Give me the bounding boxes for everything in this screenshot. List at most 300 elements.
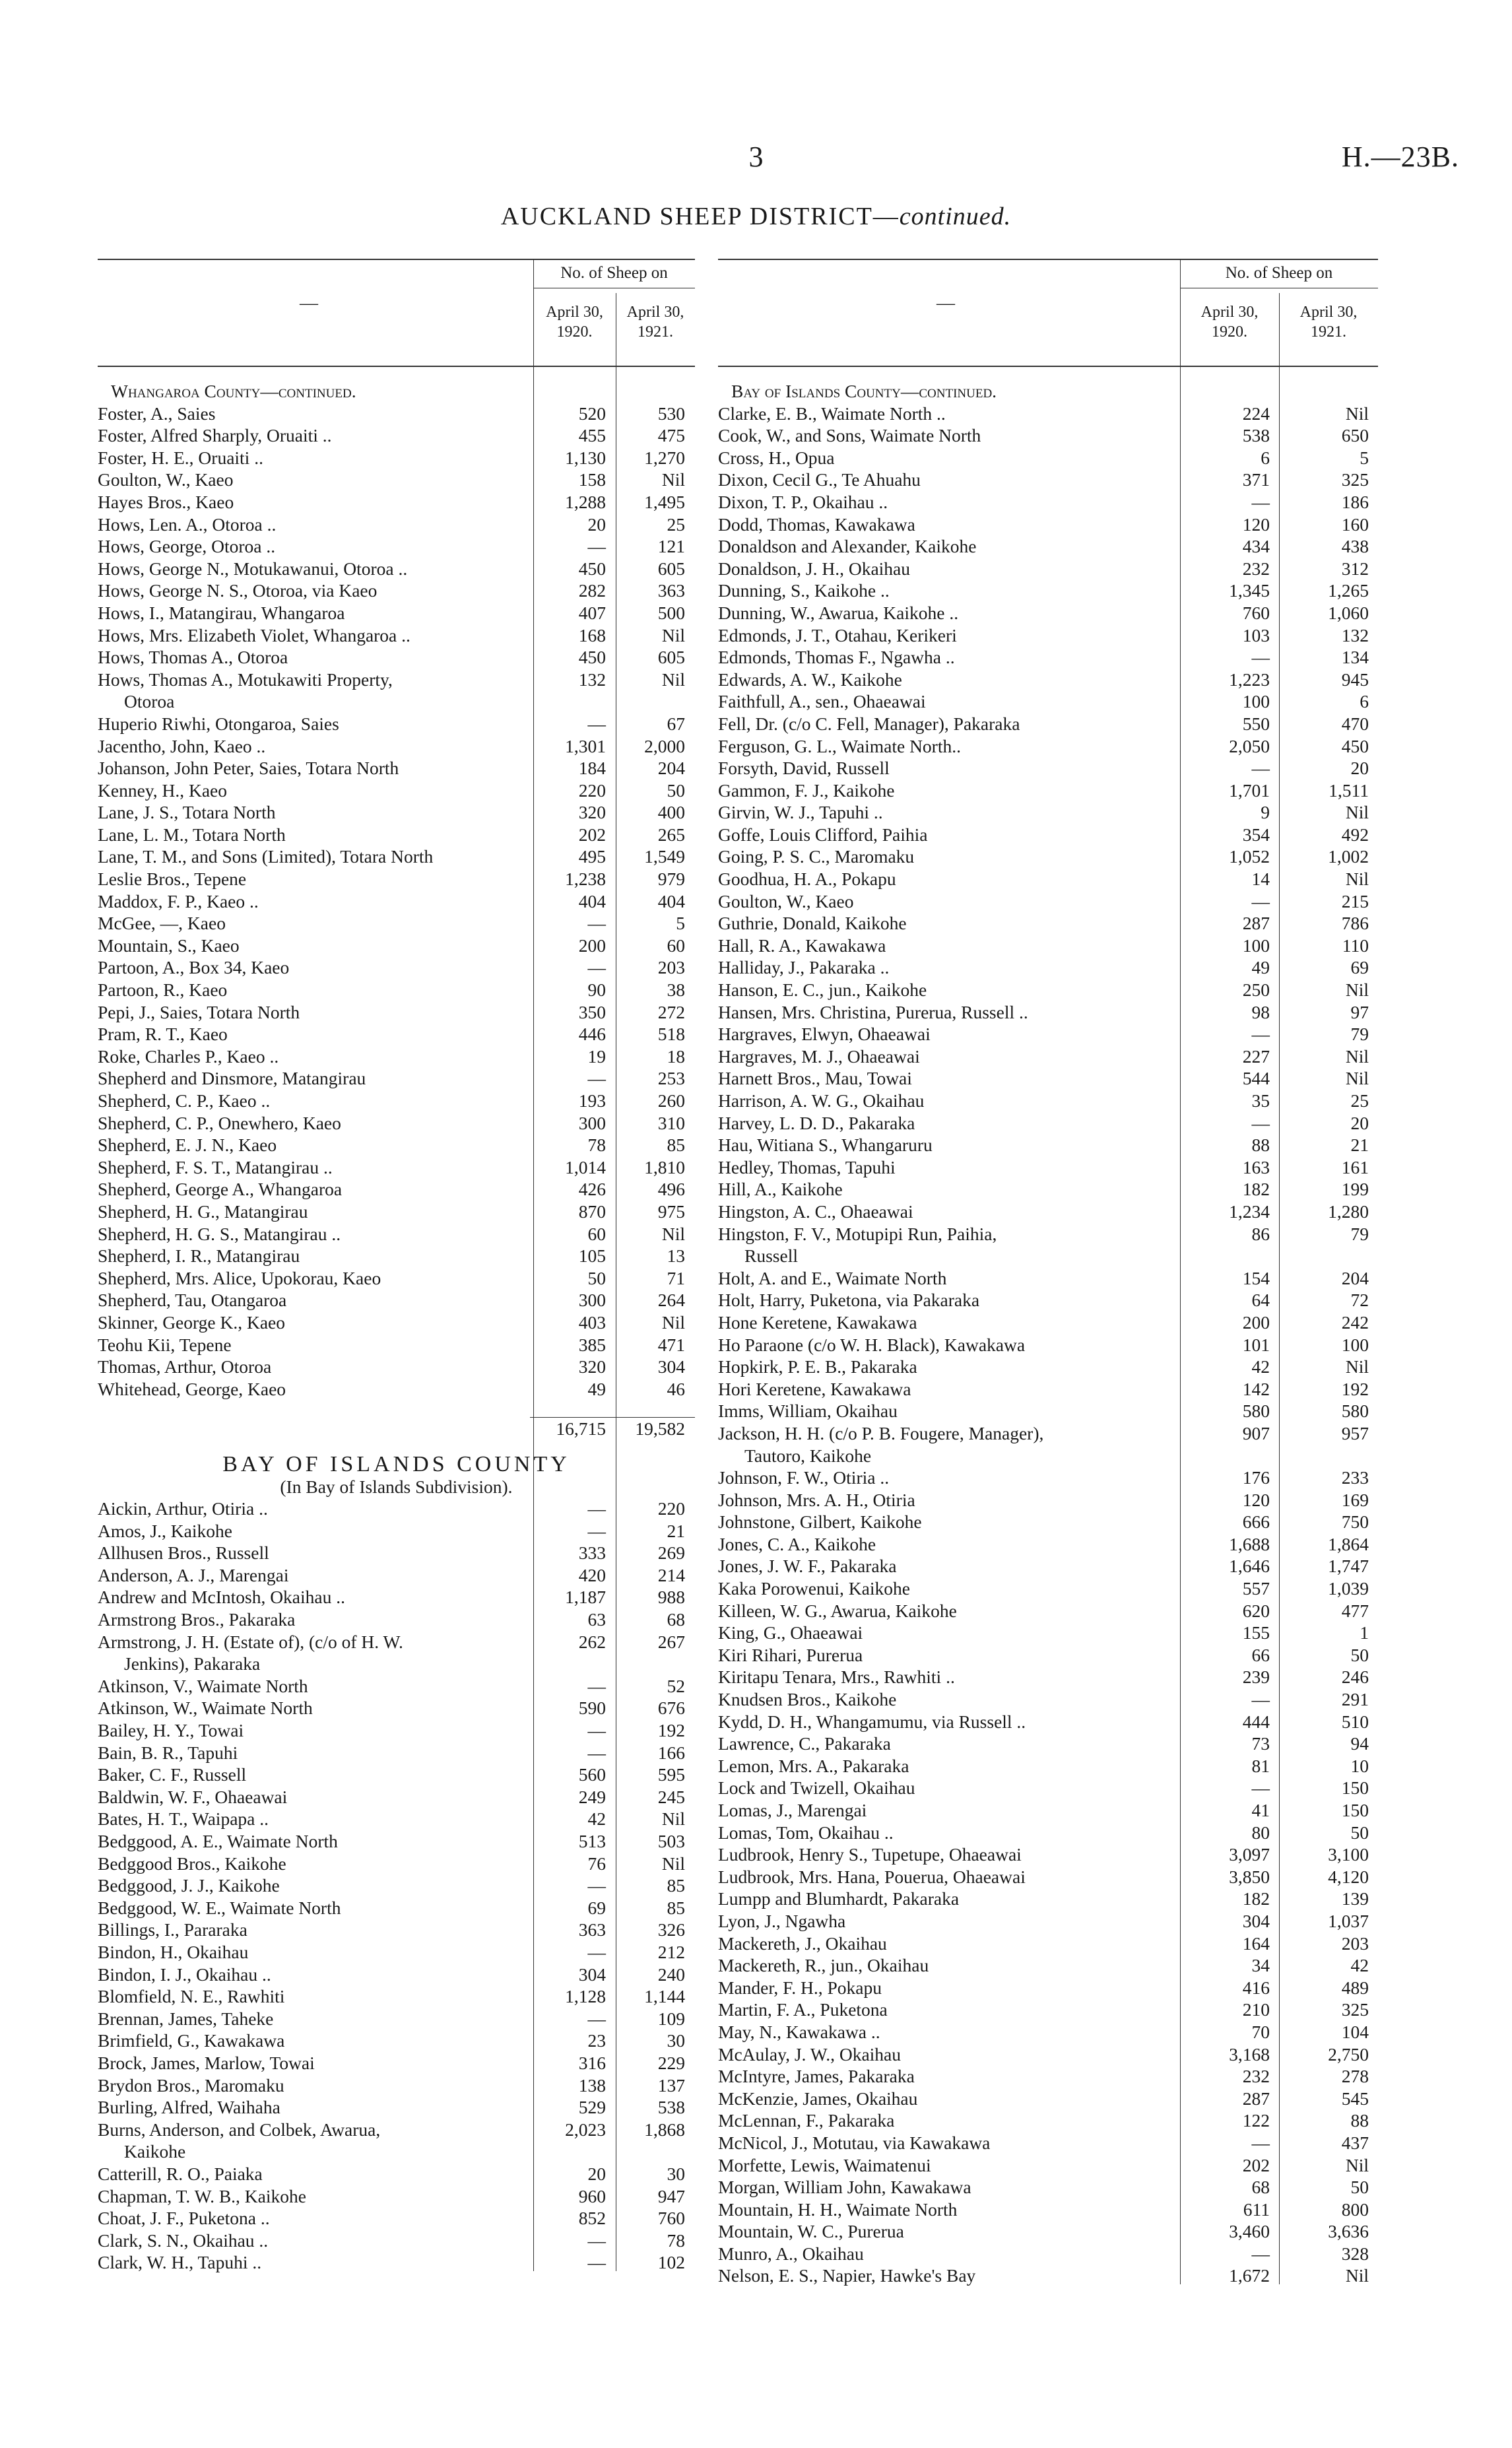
value-1920: 66 bbox=[1251, 1644, 1270, 1665]
value-1920: 132 bbox=[578, 669, 606, 690]
table-row bbox=[98, 1874, 695, 1897]
table-row bbox=[98, 2052, 695, 2074]
row-name: Blomfield, N. E., Rawhiti bbox=[98, 1986, 285, 2007]
table-row bbox=[98, 2030, 695, 2052]
row-name: Goulton, W., Kaeo bbox=[718, 890, 854, 911]
value-1921: 291 bbox=[1341, 1689, 1369, 1710]
row-name: Bindon, H., Okaihau bbox=[98, 1941, 249, 1962]
value-1920: 120 bbox=[1242, 513, 1270, 535]
row-name: Bedggood, A. E., Waimate North bbox=[98, 1831, 338, 1851]
value-1921: 50 bbox=[1350, 1644, 1369, 1665]
value-1920: 20 bbox=[587, 513, 606, 535]
table-row bbox=[98, 1156, 695, 1179]
row-name: Burling, Alfred, Waihaha bbox=[98, 2097, 280, 2118]
value-1921: Nil bbox=[661, 1853, 685, 1874]
value-1921: 1,265 bbox=[1328, 580, 1369, 601]
value-1921: 245 bbox=[657, 1786, 685, 1807]
value-1921: 580 bbox=[1341, 1401, 1369, 1422]
value-1921: 85 bbox=[667, 1135, 685, 1156]
row-name: Johnson, Mrs. A. H., Otiria bbox=[718, 1489, 915, 1510]
table-row bbox=[98, 1223, 695, 1245]
value-1921: 2,750 bbox=[1328, 2043, 1369, 2065]
value-1920: 529 bbox=[578, 2097, 606, 2118]
table-row bbox=[98, 824, 695, 846]
table-row bbox=[98, 1520, 695, 1542]
value-1921: 1,144 bbox=[644, 1986, 685, 2007]
value-1920: 371 bbox=[1242, 469, 1270, 490]
county-heading bbox=[98, 1453, 695, 1476]
value-1920: 220 bbox=[578, 779, 606, 801]
value-1921: 46 bbox=[667, 1378, 685, 1399]
row-name: Dixon, T. P., Okaihau .. bbox=[718, 491, 888, 512]
value-1921: 278 bbox=[1341, 2066, 1369, 2087]
value-1920: 20 bbox=[587, 2163, 606, 2184]
row-name: Lock and Twizell, Okaihau bbox=[718, 1777, 915, 1799]
row-name: Hori Keretene, Kawakawa bbox=[718, 1378, 911, 1399]
value-1921: 68 bbox=[667, 1609, 685, 1630]
row-name: Faithfull, A., sen., Ohaeawai bbox=[718, 691, 926, 712]
row-name: Kenney, H., Kaeo bbox=[98, 779, 227, 801]
header-year-1920: April 30, 1920. bbox=[546, 304, 603, 341]
table-row bbox=[98, 2185, 695, 2208]
row-name: Bay of Islands County—continued. bbox=[731, 381, 997, 401]
row-name: Kydd, D. H., Whangamumu, via Russell .. bbox=[718, 1711, 1026, 1732]
value-1920: 78 bbox=[587, 1135, 606, 1156]
value-1920: 49 bbox=[1251, 957, 1270, 978]
row-name: Whangaroa County—continued. bbox=[111, 381, 356, 401]
row-name: Ludbrook, Henry S., Tupetupe, Ohaeawai bbox=[718, 1844, 1022, 1865]
value-1920: 420 bbox=[578, 1564, 606, 1585]
value-1921: 71 bbox=[667, 1267, 685, 1288]
value-1920: 105 bbox=[578, 1245, 606, 1267]
row-name: Shepherd, F. S. T., Matangirau .. bbox=[98, 1156, 333, 1177]
table-row bbox=[98, 979, 695, 1001]
table-row bbox=[98, 1267, 695, 1290]
row-name: Bedggood, W. E., Waimate North bbox=[98, 1897, 341, 1918]
value-1921: 545 bbox=[1341, 2088, 1369, 2109]
row-name: Atkinson, W., Waimate North bbox=[98, 1698, 313, 1719]
row-name: Hingston, F. V., Motupipi Run, Paihia, bbox=[718, 1223, 997, 1244]
row-name: Brennan, James, Taheke bbox=[98, 2008, 274, 2029]
row-name: Lawrence, C., Pakaraka bbox=[718, 1733, 891, 1754]
table-row bbox=[98, 868, 695, 890]
row-name: McNicol, J., Motutau, via Kawakawa bbox=[718, 2132, 991, 2153]
row-name: Billings, I., Pararaka bbox=[98, 1919, 247, 1940]
table-row bbox=[98, 1564, 695, 1587]
value-1921: 470 bbox=[1341, 713, 1369, 734]
value-1921: 595 bbox=[657, 1764, 685, 1785]
value-1920: 163 bbox=[1242, 1156, 1270, 1177]
value-1920: 544 bbox=[1242, 1068, 1270, 1089]
value-1920: 63 bbox=[587, 1609, 606, 1630]
value-1921: 760 bbox=[657, 2208, 685, 2229]
value-1921: 50 bbox=[1350, 2177, 1369, 2198]
row-name: Thomas, Arthur, Otoroa bbox=[98, 1356, 272, 1377]
value-1920: 304 bbox=[1242, 1910, 1270, 1931]
left-column bbox=[98, 259, 695, 2274]
row-name: Girvin, W. J., Tapuhi .. bbox=[718, 802, 883, 823]
value-1921: 134 bbox=[1341, 647, 1369, 668]
row-name: Shepherd, H. G., Matangirau bbox=[98, 1201, 308, 1222]
table-row bbox=[98, 2119, 695, 2141]
table-row bbox=[98, 403, 695, 425]
value-1920: — bbox=[587, 2008, 606, 2029]
row-name: Andrew and McIntosh, Okaihau .. bbox=[98, 1587, 345, 1608]
row-name: Cross, H., Opua bbox=[718, 447, 835, 468]
value-1920: 42 bbox=[1251, 1356, 1270, 1377]
value-1921: 5 bbox=[676, 913, 685, 934]
row-name: Roke, Charles P., Kaeo .. bbox=[98, 1045, 279, 1067]
value-1920: 304 bbox=[578, 1964, 606, 1985]
row-name: Dodd, Thomas, Kawakawa bbox=[718, 513, 915, 535]
value-1921: 1,549 bbox=[644, 846, 685, 867]
value-1921: 161 bbox=[1341, 1156, 1369, 1177]
row-name: Clark, W. H., Tapuhi .. bbox=[98, 2252, 262, 2273]
table-row bbox=[98, 890, 695, 913]
value-1920: 182 bbox=[1242, 1888, 1270, 1909]
value-1921: 100 bbox=[1341, 1334, 1369, 1355]
value-1921: 110 bbox=[1342, 935, 1369, 956]
value-1920: 182 bbox=[1242, 1179, 1270, 1200]
row-name: Teohu Kii, Tepene bbox=[98, 1334, 232, 1355]
value-1921: 72 bbox=[1350, 1290, 1369, 1311]
value-1921: 52 bbox=[667, 1675, 685, 1696]
page-number: 3 bbox=[748, 141, 764, 173]
value-1921: 246 bbox=[1341, 1667, 1369, 1688]
row-name: Skinner, George K., Kaeo bbox=[98, 1311, 286, 1333]
value-1920: 227 bbox=[1242, 1045, 1270, 1067]
value-1921: 233 bbox=[1341, 1467, 1369, 1488]
row-name: Jones, C. A., Kaikohe bbox=[718, 1533, 876, 1554]
value-1921: 265 bbox=[657, 824, 685, 845]
row-name: Bedggood Bros., Kaikohe bbox=[98, 1853, 286, 1874]
value-1920: 155 bbox=[1242, 1622, 1270, 1643]
row-name: Pepi, J., Saies, Totara North bbox=[98, 1001, 300, 1022]
value-1921: 19,582 bbox=[635, 1418, 685, 1439]
row-name: Hargraves, M. J., Ohaeawai bbox=[718, 1045, 920, 1067]
row-name: Huperio Riwhi, Otongaroa, Saies bbox=[98, 713, 339, 734]
row-name: Edmonds, J. T., Otahau, Kerikeri bbox=[718, 624, 957, 645]
value-1920: 434 bbox=[1242, 536, 1270, 557]
value-1921: 132 bbox=[1341, 624, 1369, 645]
value-1920: 14 bbox=[1251, 869, 1270, 890]
right-column bbox=[718, 259, 1378, 2287]
value-1920: — bbox=[587, 1520, 606, 1541]
table-row bbox=[98, 2251, 695, 2274]
value-1920: 363 bbox=[578, 1919, 606, 1940]
value-1921: 10 bbox=[1350, 1755, 1369, 1776]
value-1920: 538 bbox=[1242, 425, 1270, 446]
row-name: Morfette, Lewis, Waimatenui bbox=[718, 2154, 931, 2175]
value-1920: 210 bbox=[1242, 1999, 1270, 2020]
row-name: Hopkirk, P. E. B., Pakaraka bbox=[718, 1356, 917, 1377]
value-1920: — bbox=[1251, 1777, 1270, 1799]
value-1921: 215 bbox=[1341, 890, 1369, 911]
row-name: Hall, R. A., Kawakawa bbox=[718, 935, 886, 956]
value-1921: 214 bbox=[657, 1564, 685, 1585]
table-row bbox=[98, 469, 695, 491]
table-row bbox=[98, 2074, 695, 2097]
value-1921: 94 bbox=[1350, 1733, 1369, 1754]
value-1921: Nil bbox=[1345, 1045, 1369, 1067]
value-1920: 907 bbox=[1242, 1422, 1270, 1443]
value-1920: 590 bbox=[578, 1698, 606, 1719]
value-1920: — bbox=[587, 913, 606, 934]
row-name: Lane, J. S., Totara North bbox=[98, 802, 276, 823]
row-name: Chapman, T. W. B., Kaikohe bbox=[98, 2185, 306, 2206]
row-name: Martin, F. A., Puketona bbox=[718, 1999, 888, 2020]
value-1921: 503 bbox=[657, 1831, 685, 1851]
title-main: AUCKLAND SHEEP DISTRICT— bbox=[500, 203, 900, 230]
header-no-sheep: No. of Sheep on bbox=[533, 264, 695, 288]
value-1920: 1,052 bbox=[1229, 846, 1270, 867]
value-1921: 471 bbox=[657, 1334, 685, 1355]
value-1920: 64 bbox=[1251, 1290, 1270, 1311]
row-name: Jackson, H. H. (c/o P. B. Fougere, Manager), bbox=[718, 1422, 1044, 1443]
value-1920: 1,223 bbox=[1229, 669, 1270, 690]
value-1921: 510 bbox=[1341, 1711, 1369, 1732]
value-1921: Nil bbox=[1345, 2265, 1369, 2286]
value-1921: 109 bbox=[657, 2008, 685, 2029]
header-year-1921: April 30, 1921. bbox=[626, 304, 684, 341]
row-name: McLennan, F., Pakaraka bbox=[718, 2110, 895, 2131]
value-1921: 475 bbox=[657, 425, 685, 446]
value-1921: 199 bbox=[1341, 1179, 1369, 1200]
table-row bbox=[98, 735, 695, 758]
left-rows bbox=[98, 367, 695, 2274]
value-1920: 142 bbox=[1242, 1378, 1270, 1399]
value-1921: 975 bbox=[657, 1201, 685, 1222]
row-name: Dunning, S., Kaikohe .. bbox=[718, 580, 890, 601]
value-1920: — bbox=[587, 2252, 606, 2273]
row-name: McAulay, J. W., Okaihau bbox=[718, 2043, 902, 2065]
table-row bbox=[98, 845, 695, 868]
value-1921: 650 bbox=[1341, 425, 1369, 446]
value-1921: Nil bbox=[661, 669, 685, 690]
value-1921: 21 bbox=[667, 1520, 685, 1541]
row-name: Bates, H. T., Waipapa .. bbox=[98, 1808, 269, 1830]
value-1920: 1,234 bbox=[1229, 1201, 1270, 1222]
value-1920: — bbox=[1251, 1689, 1270, 1710]
value-1921: Nil bbox=[1345, 403, 1369, 424]
table-row bbox=[98, 447, 695, 469]
value-1921: 676 bbox=[657, 1698, 685, 1719]
value-1920: — bbox=[587, 957, 606, 978]
row-name: Kaka Porowenui, Kaikohe bbox=[718, 1578, 910, 1599]
row-name: Halliday, J., Pakaraka .. bbox=[718, 957, 890, 978]
value-1920: 42 bbox=[587, 1808, 606, 1830]
value-1921: 1,037 bbox=[1328, 1910, 1369, 1931]
row-name: Hows, Len. A., Otoroa .. bbox=[98, 513, 277, 535]
value-1921: 800 bbox=[1341, 2199, 1369, 2220]
value-1921: 1,810 bbox=[644, 1156, 685, 1177]
table-row bbox=[98, 713, 695, 735]
row-name: Shepherd, I. R., Matangirau bbox=[98, 1245, 300, 1267]
table-row bbox=[98, 2140, 695, 2163]
value-1920: 416 bbox=[1242, 1977, 1270, 1998]
row-name: Guthrie, Donald, Kaikohe bbox=[718, 913, 907, 934]
table-row bbox=[98, 1400, 695, 1413]
table-row bbox=[98, 2096, 695, 2119]
row-name: Leslie Bros., Tepene bbox=[98, 869, 247, 890]
table-row bbox=[98, 690, 695, 713]
table-row bbox=[98, 1378, 695, 1401]
value-1920: 250 bbox=[1242, 979, 1270, 1001]
row-name: Kaikohe bbox=[124, 2141, 186, 2162]
value-1920: 80 bbox=[1251, 1822, 1270, 1843]
table-row bbox=[98, 1653, 695, 1675]
value-1920: 224 bbox=[1242, 403, 1270, 424]
table-row bbox=[98, 956, 695, 979]
row-name: Donaldson and Alexander, Kaikohe bbox=[718, 536, 977, 557]
value-1921: 20 bbox=[1350, 1112, 1369, 1133]
value-1921: 328 bbox=[1341, 2243, 1369, 2264]
table-row bbox=[98, 1498, 695, 1520]
value-1921: 1,747 bbox=[1328, 1556, 1369, 1577]
value-1921: Nil bbox=[1345, 869, 1369, 890]
table-row bbox=[98, 1697, 695, 1719]
row-name: Ferguson, G. L., Waimate North.. bbox=[718, 735, 961, 756]
value-1920: 320 bbox=[578, 1356, 606, 1377]
value-1921: 1,280 bbox=[1328, 1201, 1369, 1222]
value-1920: 760 bbox=[1242, 602, 1270, 623]
row-name: Hedley, Thomas, Tapuhi bbox=[718, 1156, 896, 1177]
row-name: Dunning, W., Awarua, Kaikohe .. bbox=[718, 602, 959, 623]
header-dash: — bbox=[937, 293, 955, 314]
table-row bbox=[98, 2163, 695, 2185]
value-1921: 38 bbox=[667, 979, 685, 1001]
value-1920: 1,128 bbox=[565, 1986, 606, 2007]
value-1920: 550 bbox=[1242, 713, 1270, 734]
value-1920: 100 bbox=[1242, 935, 1270, 956]
value-1921: 192 bbox=[657, 1720, 685, 1741]
row-name: Lemon, Mrs. A., Pakaraka bbox=[718, 1755, 909, 1776]
value-1921: Nil bbox=[1345, 802, 1369, 823]
value-1921: 1,495 bbox=[644, 491, 685, 512]
row-name: Edwards, A. W., Kaikohe bbox=[718, 669, 902, 690]
row-name: Hill, A., Kaikohe bbox=[718, 1179, 843, 1200]
value-1921: 67 bbox=[667, 713, 685, 734]
row-name: BAY OF ISLANDS COUNTY bbox=[222, 1453, 570, 1476]
value-1921: 79 bbox=[1350, 1024, 1369, 1045]
row-name: Lyon, J., Ngawha bbox=[718, 1910, 846, 1931]
value-1921: 166 bbox=[657, 1742, 685, 1763]
value-1920: 6 bbox=[1261, 447, 1270, 468]
row-name: McKenzie, James, Okaihau bbox=[718, 2088, 918, 2109]
row-name: Ho Paraone (c/o W. H. Black), Kawakawa bbox=[718, 1334, 1026, 1355]
row-name: Jones, J. W. F., Pakaraka bbox=[718, 1556, 897, 1577]
value-1921: 1,060 bbox=[1328, 602, 1369, 623]
table-row bbox=[98, 646, 695, 669]
row-name: Clarke, E. B., Waimate North .. bbox=[718, 403, 946, 424]
value-1921: 1,511 bbox=[1329, 779, 1369, 801]
value-1920: 1,672 bbox=[1229, 2265, 1270, 2286]
value-1920: 1,688 bbox=[1229, 1533, 1270, 1554]
table-row bbox=[98, 1631, 695, 1653]
table-row bbox=[98, 801, 695, 824]
value-1921: 160 bbox=[1341, 513, 1369, 535]
table-row bbox=[98, 1542, 695, 1564]
row-name: Holt, A. and E., Waimate North bbox=[718, 1267, 947, 1288]
row-name: Hows, George, Otoroa .. bbox=[98, 536, 276, 557]
row-name: Russell bbox=[744, 1245, 798, 1267]
value-1920: — bbox=[587, 536, 606, 557]
page-title bbox=[0, 202, 1512, 231]
row-name: Mackereth, J., Okaihau bbox=[718, 1933, 887, 1954]
row-name: Foster, H. E., Oruaiti .. bbox=[98, 447, 263, 468]
table-row bbox=[98, 535, 695, 558]
value-1921: 326 bbox=[657, 1919, 685, 1940]
value-1920: 350 bbox=[578, 1001, 606, 1022]
value-1920: 19 bbox=[587, 1045, 606, 1067]
row-name: Donaldson, J. H., Okaihau bbox=[718, 558, 911, 579]
value-1921: 312 bbox=[1341, 558, 1369, 579]
row-name: King, G., Ohaeawai bbox=[718, 1622, 863, 1643]
value-1921: 50 bbox=[667, 779, 685, 801]
row-name: Hanson, E. C., jun., Kaikohe bbox=[718, 979, 927, 1001]
value-1920: 403 bbox=[578, 1311, 606, 1333]
table-row bbox=[98, 1334, 695, 1356]
value-1920: 316 bbox=[578, 2052, 606, 2073]
value-1920: 300 bbox=[578, 1290, 606, 1311]
row-name: Fell, Dr. (c/o C. Fell, Manager), Pakaraka bbox=[718, 713, 1020, 734]
value-1921: 310 bbox=[657, 1112, 685, 1133]
row-name: Kiritapu Tenara, Mrs., Rawhiti .. bbox=[718, 1667, 955, 1688]
row-name: Hows, Thomas A., Otoroa bbox=[98, 647, 288, 668]
table-row bbox=[98, 1675, 695, 1698]
row-name: Bedggood, J. J., Kaikohe bbox=[98, 1875, 280, 1896]
value-1920: 580 bbox=[1242, 1401, 1270, 1422]
row-name: Johnson, F. W., Otiria .. bbox=[718, 1467, 890, 1488]
value-1920: 404 bbox=[578, 890, 606, 911]
value-1920: 90 bbox=[587, 979, 606, 1001]
row-name: Harnett Bros., Mau, Towai bbox=[718, 1068, 912, 1089]
value-1920: 3,850 bbox=[1229, 1866, 1270, 1887]
value-1921: 88 bbox=[1350, 2110, 1369, 2131]
value-1920: — bbox=[1251, 491, 1270, 512]
value-1921: 150 bbox=[1341, 1800, 1369, 1820]
document-code: H.—23B. bbox=[1341, 141, 1459, 173]
table-row bbox=[98, 912, 695, 935]
row-name: Whitehead, George, Kaeo bbox=[98, 1378, 286, 1399]
row-name: Hows, I., Matangirau, Whangaroa bbox=[98, 602, 345, 623]
value-1921: Nil bbox=[661, 1223, 685, 1244]
value-1921: 21 bbox=[1350, 1135, 1369, 1156]
value-1920: 333 bbox=[578, 1542, 606, 1564]
value-1921: 69 bbox=[1350, 957, 1369, 978]
value-1920: 76 bbox=[587, 1853, 606, 1874]
value-1921: 1,864 bbox=[1328, 1533, 1369, 1554]
table-row bbox=[98, 1919, 695, 1941]
row-name: Baldwin, W. F., Ohaeawai bbox=[98, 1786, 288, 1807]
value-1920: 50 bbox=[587, 1267, 606, 1288]
table-row bbox=[98, 1067, 695, 1090]
value-1920: 287 bbox=[1242, 913, 1270, 934]
value-1921: 1,039 bbox=[1328, 1578, 1369, 1599]
value-1921: 3,636 bbox=[1328, 2221, 1369, 2242]
row-name: Maddox, F. P., Kaeo .. bbox=[98, 890, 259, 911]
value-1920: 193 bbox=[578, 1090, 606, 1111]
total-row bbox=[530, 1417, 695, 1440]
value-1921: 947 bbox=[657, 2185, 685, 2206]
table-row bbox=[98, 602, 695, 624]
value-1921: 137 bbox=[657, 2074, 685, 2096]
value-1920: 385 bbox=[578, 1334, 606, 1355]
row-name: Bindon, I. J., Okaihau .. bbox=[98, 1964, 271, 1985]
row-name: Amos, J., Kaikohe bbox=[98, 1520, 232, 1541]
row-name: Armstrong, J. H. (Estate of), (c/o of H. W. bbox=[98, 1631, 403, 1652]
table-row bbox=[98, 1608, 695, 1631]
